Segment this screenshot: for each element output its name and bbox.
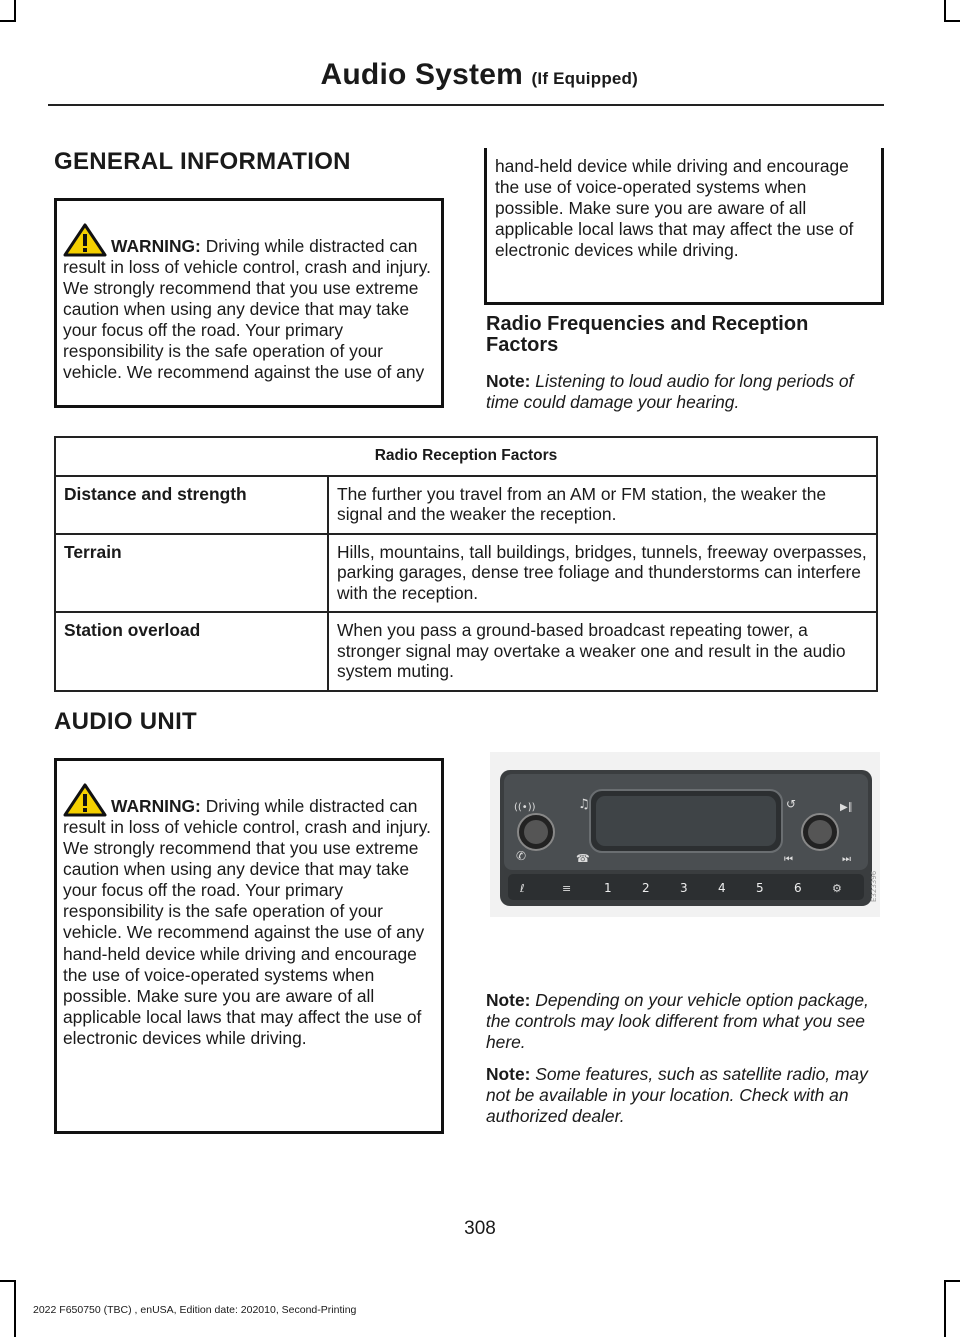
radio-source-icon: ((•)) [514,802,536,813]
back-icon: ↺ [786,797,797,811]
seek-forward-icon: ⏭ [842,854,851,865]
crop-mark [14,0,16,22]
table-cell-description: The further you travel from an AM or FM station, the weaker the signal and the weaker the reception. [328,476,877,534]
preset-button: 4 [718,881,726,895]
page-header-title [321,58,638,92]
warning-text-part1: Driving while distracted can result in loss of vehicle control, crash and injury. We strongly recommend that you use extreme caution when using any device that may take your focus off the road. Your primary responsibility is the safe operation of your vehicle. We recommend against the use of any [63,235,431,383]
general-warning-box-continued [484,148,884,305]
audio-unit-heading: AUDIO UNIT [54,708,197,735]
table-cell-description: When you pass a ground-based broadcast repeating tower, a stronger signal may overtake a weaker one and result in the audio system muting. [328,612,877,691]
table-row [55,476,877,534]
crop-mark [0,1280,16,1282]
preset-button: 5 [756,881,764,895]
table-caption-row [55,437,877,476]
phone-hangup-icon: ☎ [576,852,590,865]
warning-triangle-icon [63,223,107,257]
note-label: Note: [486,990,531,1010]
audio-unit-illustration [490,752,880,917]
page-number: 308 [464,1218,496,1239]
table-cell-description: Hills, mountains, tall buildings, bridges, tunnels, freeway overpasses, parking garages, dense tree foliage and thunderstorms can interfere with the reception. [328,534,877,613]
crop-mark [14,1280,16,1337]
hearing-note [486,371,881,413]
satellite-note [486,1064,881,1127]
header-title: Audio System [320,58,523,91]
table-row [55,612,877,691]
warning-label: WARNING: [111,795,201,816]
table-cell-factor: Station overload [55,612,328,691]
preset-button: 1 [604,881,612,895]
note-text: Some features, such as satellite radio, may not be available in your location. Check with an authorized dealer. [486,1064,868,1127]
warning-text: Driving while distracted can result in loss of vehicle control, crash and injury. We strongly recommend that you use extreme caution when using any device that may take your focus off the road. Your primary responsibility is the safe operation of your vehicle. We recommend against the use of any hand-held device while driving and encourage the use of voice-operated systems when possible. Make sure you are aware of all applicable local laws that may affect the use of electronic devices while driving. [63,795,431,1048]
general-warning-box [54,198,444,408]
note-label: Note: [486,1064,531,1084]
play-pause-icon: ▶∥ [840,802,853,813]
radio-frequencies-subheading: Radio Frequencies and Reception Factors [486,313,809,356]
crop-mark [944,1280,960,1282]
phone-answer-icon: ✆ [516,849,527,863]
note-label: Note: [486,371,531,391]
voice-icon: ℓ [520,882,525,895]
warning-text-part2: hand-held device while driving and encourage the use of voice-operated systems when possible. Make sure you are aware of all applicable local laws that may affect the use of electronic devices while driving. [495,156,854,261]
image-code: E323396 [870,870,878,902]
audio-warning-box [54,758,444,1134]
radio-reception-factors-table [54,436,878,692]
preset-button: 2 [642,881,650,895]
note-text: Depending on your vehicle option package, the controls may look different from what you see here. [486,990,869,1053]
warning-label: WARNING: [111,235,201,256]
header-subtitle: (If Equipped) [531,69,638,88]
table-row [55,534,877,613]
footer-edition: 2022 F650750 (TBC) , enUSA, Edition date: 202010, Second-Printing [33,1304,357,1316]
general-information-heading: GENERAL INFORMATION [54,148,351,175]
table-cell-factor: Distance and strength [55,476,328,534]
crop-mark [944,1280,946,1337]
preset-button: 6 [794,881,802,895]
preset-button: 3 [680,881,688,895]
audio-unit-image [490,752,880,917]
crop-mark [944,20,960,22]
crop-mark [944,0,946,22]
crop-mark [0,20,16,22]
seek-back-icon: ⏮ [784,854,793,865]
gear-icon: ⚙ [832,882,842,895]
table-cell-factor: Terrain [55,534,328,613]
settings-sliders-icon: ≡ [562,882,572,895]
controls-note [486,990,871,1053]
header-divider [48,104,884,106]
warning-triangle-icon [63,783,107,817]
music-note-icon: ♫ [578,797,590,812]
table-caption: Radio Reception Factors [55,437,877,476]
note-text: Listening to loud audio for long periods of time could damage your hearing. [486,371,854,413]
